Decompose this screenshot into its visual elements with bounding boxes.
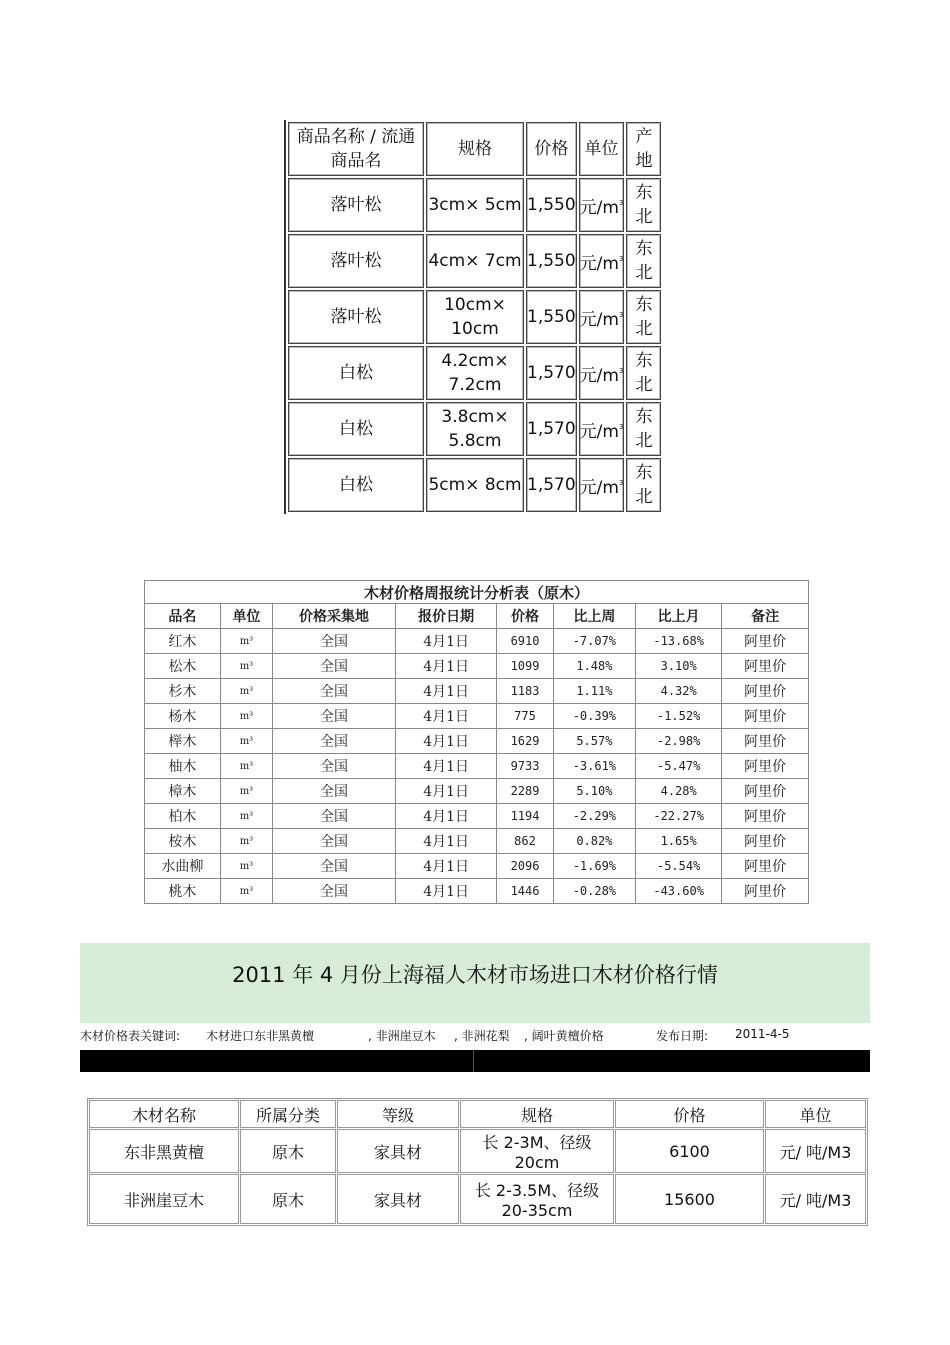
table-row xyxy=(145,654,809,679)
table-row xyxy=(145,679,809,704)
table-cell: 1.48% xyxy=(553,654,635,679)
cell-price: 1,570 xyxy=(526,346,577,400)
table-cell: 4.32% xyxy=(636,679,722,704)
header-price: 价格 xyxy=(526,122,577,176)
header-cell: 木材名称 xyxy=(89,1100,239,1128)
header-cell: 备注 xyxy=(722,604,809,629)
header-cell: 规格 xyxy=(460,1100,614,1128)
table-cell: -3.61% xyxy=(553,754,635,779)
table-cell: 2096 xyxy=(497,854,553,879)
table-cell: m³ xyxy=(220,679,272,704)
cell-price: 1,550 xyxy=(526,234,577,288)
table-row xyxy=(145,854,809,879)
publish-date: 2011-4-5 xyxy=(735,1027,790,1041)
table-cell: 1629 xyxy=(497,729,553,754)
unit-superscript: 3 xyxy=(618,478,624,487)
table-cell: 4月1日 xyxy=(395,654,496,679)
header-cell: 价格采集地 xyxy=(273,604,396,629)
table-cell: 阿里价 xyxy=(722,779,809,804)
table-row xyxy=(145,879,809,904)
table-cell: 4月1日 xyxy=(395,879,496,904)
cell-origin: 东北 xyxy=(626,178,661,232)
table-cell: -2.29% xyxy=(553,804,635,829)
table-cell: 阿里价 xyxy=(722,729,809,754)
table-cell: 6910 xyxy=(497,629,553,654)
table-cell: 全国 xyxy=(273,704,396,729)
cell-origin: 东北 xyxy=(626,234,661,288)
cell-price: 15600 xyxy=(615,1174,764,1224)
table-cell: 柚木 xyxy=(145,754,221,779)
table-cell: 阿里价 xyxy=(722,654,809,679)
unit-superscript: 3 xyxy=(618,366,624,375)
cell-origin: 东北 xyxy=(626,290,661,344)
cell-spec: 5cm× 8cm xyxy=(426,458,524,512)
table-cell: -0.28% xyxy=(553,879,635,904)
unit-superscript: 3 xyxy=(618,198,624,207)
table-cell: 红木 xyxy=(145,629,221,654)
unit-text: 元/m xyxy=(579,309,619,330)
table-cell: -7.07% xyxy=(553,629,635,654)
keyword-link[interactable]: 木材进口东非黑黄檀 xyxy=(206,1029,315,1043)
keywords-label: 木材价格表关键词: xyxy=(80,1029,181,1043)
keyword-link[interactable]: , 非洲崖豆木 xyxy=(368,1029,436,1043)
table-cell: 阿里价 xyxy=(722,879,809,904)
unit-text: 元/m xyxy=(579,365,619,386)
timber-spec-table xyxy=(284,120,663,514)
cell-price: 1,570 xyxy=(526,402,577,456)
table-cell: 1183 xyxy=(497,679,553,704)
table-cell: 杉木 xyxy=(145,679,221,704)
cell-name: 落叶松 xyxy=(288,178,424,232)
table-cell: 4月1日 xyxy=(395,679,496,704)
cell-name: 落叶松 xyxy=(288,234,424,288)
table-cell: m³ xyxy=(220,879,272,904)
cell-spec: 3.8cm× 5.8cm xyxy=(426,402,524,456)
cell-price: 1,550 xyxy=(526,290,577,344)
table-cell: 4月1日 xyxy=(395,829,496,854)
table-row xyxy=(145,729,809,754)
header-origin: 产地 xyxy=(626,122,661,176)
cell-unit xyxy=(579,178,625,232)
table-cell: 阿里价 xyxy=(722,804,809,829)
section-title: 2011 年 4 月份上海福人木材市场进口木材价格行情 xyxy=(232,963,718,987)
table-row xyxy=(288,234,661,288)
table-cell: m³ xyxy=(220,704,272,729)
table-row xyxy=(89,1129,866,1173)
table-row xyxy=(288,402,661,456)
cell-name: 白松 xyxy=(288,458,424,512)
table-row xyxy=(288,346,661,400)
header-unit: 单位 xyxy=(579,122,625,176)
table-cell: 2289 xyxy=(497,779,553,804)
table-cell: 松木 xyxy=(145,654,221,679)
table-cell: -22.27% xyxy=(636,804,722,829)
cell-grade: 家具材 xyxy=(337,1174,459,1224)
cell-name: 白松 xyxy=(288,402,424,456)
cell-spec: 长 2-3.5M、径级 20-35cm xyxy=(460,1174,614,1224)
unit-text: 元/m xyxy=(579,421,619,442)
weekly-price-table xyxy=(144,580,809,904)
cell-name: 东非黑黄檀 xyxy=(89,1129,239,1173)
table-cell: 4月1日 xyxy=(395,779,496,804)
table-cell: m³ xyxy=(220,729,272,754)
table-cell: 樟木 xyxy=(145,779,221,804)
keyword-link[interactable]: , 阔叶黄檀价格 xyxy=(524,1029,604,1043)
table-cell: -5.54% xyxy=(636,854,722,879)
header-spec: 规格 xyxy=(426,122,524,176)
table-header-row xyxy=(89,1100,866,1128)
table-cell: 全国 xyxy=(273,804,396,829)
header-cell: 品名 xyxy=(145,604,221,629)
table-cell: 全国 xyxy=(273,779,396,804)
section-banner xyxy=(80,943,870,1023)
cell-cat: 原木 xyxy=(240,1174,336,1224)
unit-superscript: 3 xyxy=(618,254,624,263)
table-cell: 4月1日 xyxy=(395,754,496,779)
cell-origin: 东北 xyxy=(626,458,661,512)
table-cell: 柏木 xyxy=(145,804,221,829)
table-cell: 4.28% xyxy=(636,779,722,804)
table-title-row xyxy=(145,581,809,604)
unit-text: 元/m xyxy=(579,477,619,498)
table-cell: m³ xyxy=(220,854,272,879)
table-row xyxy=(288,290,661,344)
cell-name: 落叶松 xyxy=(288,290,424,344)
table-cell: 0.82% xyxy=(553,829,635,854)
table-cell: 775 xyxy=(497,704,553,729)
cell-unit xyxy=(579,458,625,512)
table-cell: 全国 xyxy=(273,754,396,779)
table-cell: 水曲柳 xyxy=(145,854,221,879)
table-cell: 5.10% xyxy=(553,779,635,804)
header-cell: 单位 xyxy=(220,604,272,629)
table-cell: 榉木 xyxy=(145,729,221,754)
table-cell: m³ xyxy=(220,754,272,779)
table-cell: 1194 xyxy=(497,804,553,829)
table-cell: -0.39% xyxy=(553,704,635,729)
table-row xyxy=(145,754,809,779)
table-cell: 9733 xyxy=(497,754,553,779)
table-cell: 阿里价 xyxy=(722,629,809,654)
unit-text: 元/m xyxy=(579,197,619,218)
cell-origin: 东北 xyxy=(626,402,661,456)
header-cell: 单位 xyxy=(765,1100,866,1128)
table-row xyxy=(288,458,661,512)
table-row xyxy=(145,704,809,729)
table-cell: -5.47% xyxy=(636,754,722,779)
table-cell: 1099 xyxy=(497,654,553,679)
cell-grade: 家具材 xyxy=(337,1129,459,1173)
table-row xyxy=(145,779,809,804)
table-cell: -13.68% xyxy=(636,629,722,654)
table-cell: 阿里价 xyxy=(722,679,809,704)
cell-cat: 原木 xyxy=(240,1129,336,1173)
header-cell: 比上周 xyxy=(553,604,635,629)
cell-unit xyxy=(579,290,625,344)
table-cell: 全国 xyxy=(273,854,396,879)
table-cell: 4月1日 xyxy=(395,629,496,654)
table-row xyxy=(288,178,661,232)
cell-price: 1,550 xyxy=(526,178,577,232)
unit-text: 元/m xyxy=(579,253,619,274)
header-cell: 报价日期 xyxy=(395,604,496,629)
table-cell: 全国 xyxy=(273,729,396,754)
table-cell: 5.57% xyxy=(553,729,635,754)
table-cell: m³ xyxy=(220,629,272,654)
date-label: 发布日期: xyxy=(656,1029,709,1043)
table-cell: 阿里价 xyxy=(722,704,809,729)
cell-spec: 4cm× 7cm xyxy=(426,234,524,288)
table-header-row xyxy=(288,122,661,176)
divider-bar xyxy=(80,1050,870,1072)
table-cell: 全国 xyxy=(273,829,396,854)
cell-price: 1,570 xyxy=(526,458,577,512)
table-cell: m³ xyxy=(220,829,272,854)
weekly-price-report xyxy=(144,580,809,904)
header-name: 商品名称 / 流通商品名 xyxy=(288,122,424,176)
cell-unit xyxy=(579,234,625,288)
cell-spec: 3cm× 5cm xyxy=(426,178,524,232)
table-cell: 全国 xyxy=(273,879,396,904)
table-cell: 1446 xyxy=(497,879,553,904)
table-cell: 阿里价 xyxy=(722,754,809,779)
table-title: 木材价格周报统计分析表（原木） xyxy=(145,581,809,604)
table-row xyxy=(145,804,809,829)
table-row xyxy=(145,829,809,854)
keyword-link[interactable]: , 非洲花梨 xyxy=(454,1029,510,1043)
table-cell: -1.52% xyxy=(636,704,722,729)
table-cell: -1.69% xyxy=(553,854,635,879)
table-cell: 杨木 xyxy=(145,704,221,729)
table-row xyxy=(89,1174,866,1224)
cell-unit: 元/ 吨/M3 xyxy=(765,1174,866,1224)
cell-price: 6100 xyxy=(615,1129,764,1173)
unit-superscript: 3 xyxy=(618,310,624,319)
cell-spec: 4.2cm× 7.2cm xyxy=(426,346,524,400)
table-cell: 4月1日 xyxy=(395,729,496,754)
table-cell: 桉木 xyxy=(145,829,221,854)
table-cell: m³ xyxy=(220,804,272,829)
table-cell: m³ xyxy=(220,654,272,679)
table-cell: -2.98% xyxy=(636,729,722,754)
table-cell: 862 xyxy=(497,829,553,854)
table-cell: 全国 xyxy=(273,654,396,679)
table-cell: 全国 xyxy=(273,679,396,704)
table-cell: 4月1日 xyxy=(395,704,496,729)
cell-name: 白松 xyxy=(288,346,424,400)
header-cell: 所属分类 xyxy=(240,1100,336,1128)
table-cell: 1.11% xyxy=(553,679,635,704)
cell-unit xyxy=(579,402,625,456)
table-header-row xyxy=(145,604,809,629)
table-cell: 全国 xyxy=(273,629,396,654)
cell-spec: 长 2-3M、径级 20cm xyxy=(460,1129,614,1173)
cell-name: 非洲崖豆木 xyxy=(89,1174,239,1224)
table-cell: m³ xyxy=(220,779,272,804)
cell-spec: 10cm× 10cm xyxy=(426,290,524,344)
table-cell: 4月1日 xyxy=(395,854,496,879)
cell-origin: 东北 xyxy=(626,346,661,400)
table-cell: 3.10% xyxy=(636,654,722,679)
imported-timber-table xyxy=(87,1098,868,1226)
header-cell: 比上月 xyxy=(636,604,722,629)
unit-superscript: 3 xyxy=(618,422,624,431)
table-cell: 1.65% xyxy=(636,829,722,854)
cell-unit xyxy=(579,346,625,400)
table-row xyxy=(145,629,809,654)
header-cell: 价格 xyxy=(497,604,553,629)
header-cell: 价格 xyxy=(615,1100,764,1128)
table-cell: 桃木 xyxy=(145,879,221,904)
table-cell: 4月1日 xyxy=(395,804,496,829)
table-cell: -43.60% xyxy=(636,879,722,904)
header-cell: 等级 xyxy=(337,1100,459,1128)
cell-unit: 元/ 吨/M3 xyxy=(765,1129,866,1173)
table-cell: 阿里价 xyxy=(722,829,809,854)
table-cell: 阿里价 xyxy=(722,854,809,879)
